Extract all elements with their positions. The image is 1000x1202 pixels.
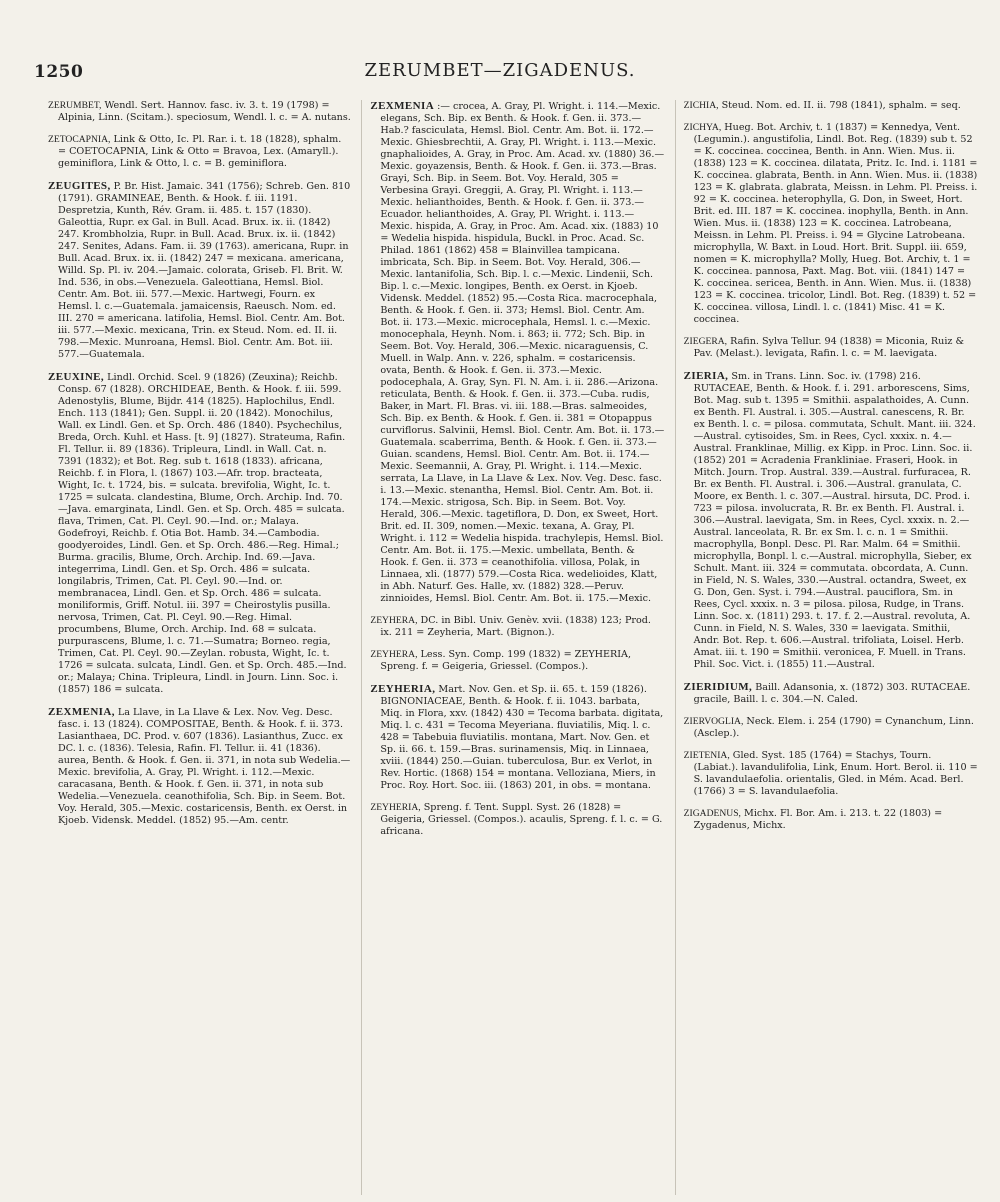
index-entry [48,706,351,827]
index-entry [684,336,978,360]
entry-headword: ZIERIDIUM, [683,681,753,693]
entry-headword: ZEXMENIA, [48,706,115,718]
entry-text: Lindl. Orchid. Scel. 9 (1826) (Zeuxina); Reichb. Consp. 67 (1828). ORCHIDEAE, Benth. & Hook. f. iii. 599. Adenostylis, Blume, Bijdr. 414 (1825). Haplochilus, Endl. Ench. 113 (1841); Gen. Suppl. ii. 20 (1842). Monochilus, Wall. ex Lindl. Gen. et Sp. Orch. 486 (1840). Psychechilus, Breda, Orch. Kuhl. et Hass. [t. 9] (1827). Strateuma, Rafin. Fl. Tellur. ii. 89 (1836). Tripleura, Lindl. in Wall. Cat. n. 7391 (1832); et Bot. Reg. sub t. 1618 (1833). africana, Reichb. f. in Flora, l. (1867) 103.—Afr. trop. bracteata, Wight, Ic. t. 1724, bis. = sulcata. brevifolia, Wight, Ic. t. 1725 = sulcata. clandestina, Blume, Orch. Archip. Ind. 70.—Java. emarginata, Lindl. Gen. et Sp. Orch. 485 = sulcata. flava, Trimen, Cat. Pl. Ceyl. 90.—Ind. or.; Malaya. Godefroyi, Reichb. f. Otia Bot. Hamb. 34.—Cambodia. goodyeroides, Lindl. Gen. et Sp. Orch. 486.—Reg. Himal.; Burma. gracilis, Blume, Orch. Archip. Ind. 69.—Java. integerrima, Lindl. Gen. et Sp. Orch. 486 = sulcata. longilabris, Trimen, Cat. Pl. Ceyl. 90.—Ind. or. membranacea, Lindl. Gen. et Sp. Orch. 486 = sulcata. moniliformis, Griff. Notul. iii. 397 = Cheirostylis pusilla. nervosa, Trimen, Cat. Pl. Ceyl. 90.—Reg. Himal. procumbens, Blume, Orch. Archip. Ind. 68 = sulcata. purpurascens, Blume, l. c. 71.—Sumatra; Borneo. regia, Trimen, Cat. Pl. Ceyl. 90.—Zeylan. robusta, Wight, Ic. t. 1726 = sulcata. sulcata, Lindl. Gen. et Sp. Orch. 485.—Ind. or.; Malaya; China. Tripleura, Lindl. in Journ. Linn. Soc. i. (1857) 186 = sulcata. [58,372,347,695]
running-head: ZERUMBET—ZIGADENUS. [364,60,636,81]
entry-text: La Llave, in La Llave & Lex. Nov. Veg. Desc. fasc. i. 13 (1824). COMPOSITAE, Benth. & Hook. f. ii. 373. Lasianthaea, DC. Prod. v. 607 (1836). Lasianthus, Zucc. ex DC. l. c. (1836). Telesia, Rafin. Fl. Tellur. ii. 41 (1836). aurea, Benth. & Hook. f. Gen. ii. 371, in nota sub Wedelia.—Mexic. brevifolia, A. Gray, Pl. Wright. i. 112.—Mexic. caracasana, Benth. & Hook. f. Gen. ii. 371, in nota sub Wedelia.—Venezuela. ceanothifolia, Sch. Bip. in Seem. Bot. Voy. Herald, 305.—Mexic. costaricensis, Benth. ex Oerst. in Kjoeb. Vidensk. Meddel. (1852) 95.—Am. centr. [58,707,351,826]
index-entry [370,802,664,838]
entry-text: :— crocea, A. Gray, Pl. Wright. i. 114.—Mexic. elegans, Sch. Bip. ex Benth. & Hook. f. Gen. ii. 373.—Hab.? fasciculata, Hemsl. Biol. Centr. Am. Bot. ii. 172.—Mexic. Ghiesbrechtii, A. Gray, Pl. Wright. i. 113.—Mexic. gnaphalioides, A. Gray, in Proc. Am. Acad. xv. (1880) 36.—Mexic. goyazensis, Benth. & Hook. f. Gen. ii. 373.—Bras. Grayi, Sch. Bip. in Seem. Bot. Voy. Herald, 305 = Verbesina Grayi. Greggii, A. Gray, Pl. Wright. i. 113.—Mexic. helianthoides, Benth. & Hook. f. Gen. ii. 373.—Ecuador. helianthoides, A. Gray, Pl. Wright. i. 113.—Mexic. hispida, A. Gray, in Proc. Am. Acad. xix. (1883) 10 = Wedelia hispida. hispidula, Buckl. in Proc. Acad. Sc. Philad. 1861 (1862) 458 = Blainvillea tampicana. imbricata, Sch. Bip. in Seem. Bot. Voy. Herald, 306.—Mexic. lantanifolia, Sch. Bip. l. c.—Mexic. Lindenii, Sch. Bip. l. c.—Mexic. longipes, Benth. ex Oerst. in Kjoeb. Vidensk. Meddel. (1852) 95.—Costa Rica. macrocephala, Benth. & Hook. f. Gen. ii. 373; Hemsl. Biol. Centr. Am. Bot. ii. 173.—Mexic. microcephala, Hemsl. l. c.—Mexic. monocephala, Heynh. Nom. i. 863; ii. 772; Sch. Bip. in Seem. Bot. Voy. Herald, 306.—Mexic. nicaraguensis, C. Muell. in Walp. Ann. v. 226, sphalm. = costaricensis. ovata, Benth. & Hook. f. Gen. ii. 373.—Mexic. podocephala, A. Gray, Syn. Fl. N. Am. i. ii. 286.—Arizona. reticulata, Benth. & Hook. f. Gen. ii. 373.—Cuba. rudis, Baker, in Mart. Fl. Bras. vi. iii. 188.—Bras. salmeoides, Sch. Bip. ex Benth. & Hook. f. Gen. ii. 381 = Otopappus curviflorus. Salvinii, Hemsl. Biol. Centr. Am. Bot. ii. 173.—Guatemala. scaberrima, Benth. & Hook. f. Gen. ii. 373.—Guian. scandens, Hemsl. Biol. Centr. Am. Bot. ii. 174.—Mexic. Seemannii, A. Gray, Pl. Wright. i. 114.—Mexic. serrata, La Llave, in La Llave & Lex. Nov. Veg. Desc. fasc. i. 13.—Mexic. stenantha, Hemsl. Biol. Centr. Am. Bot. ii. 174.—Mexic. strigosa, Sch. Bip. in Seem. Bot. Voy. Herald, 306.—Mexic. tagetiflora, D. Don, ex Sweet, Hort. Brit. ed. II. 309, nomen.—Mexic. texana, A. Gray, Pl. Wright. i. 112 = Wedelia hispida. trachylepis, Hemsl. Biol. Centr. Am. Bot. ii. 175.—Mexic. umbellata, Benth. & Hook. f. Gen. ii. 373 = ceanothifolia. villosa, Polak, in Linnaea, xli. (1877) 579.—Costa Rica. wedelioides, Klatt, in Abh. Naturf. Ges. Halle, xv. (1882) 328.—Peruv. zinnioides, Hemsl. Biol. Centr. Am. Bot. ii. 175.—Mexic. [380,101,665,604]
index-entry [684,100,978,112]
index-entry [370,649,664,673]
entry-headword: ZEYHERA, [370,615,418,626]
index-entry [48,100,351,124]
entry-text: Wendl. Sert. Hannov. fasc. iv. 3. t. 19 (1798) = Alpinia, Linn. (Scitam.). speciosum, Wendl. l. c. = A. nutans. [58,100,351,123]
entry-text: Neck. Elem. i. 254 (1790) = Cynanchum, Linn. (Asclep.). [693,716,974,739]
entry-headword: ZEYHERA, [370,649,418,660]
entry-headword: ZIERIA, [683,370,729,382]
entry-text: P. Br. Hist. Jamaic. 341 (1756); Schreb. Gen. 810 (1791). GRAMINEAE, Benth. & Hook. f. iii. 1191. Despretzia, Kunth, Rév. Gram. ii. 485. t. 157 (1830). Galeottia, Rupr. ex Gal. in Bull. Acad. Brux. ix. ii. (1842) 247. Krombholzia, Rupr. in Bull. Acad. Brux. ix. ii. (1842) 247. Senites, Adans. Fam. ii. 39 (1763). americana, Rupr. in Bull. Acad. Brux. ix. ii. (1842) 247 = mexicana. americana, Willd. Sp. Pl. iv. 204.—Jamaic. colorata, Griseb. Fl. Brit. W. Ind. 536, in obs.—Venezuela. Galeottiana, Hemsl. Biol. Centr. Am. Bot. iii. 577.—Mexic. Hartwegi, Fourn. ex Hemsl. l. c.—Guatemala. jamaicensis, Raeusch. Nom. ed. III. 270 = americana. latifolia, Hemsl. Biol. Centr. Am. Bot. iii. 577.—Mexic. mexicana, Trin. ex Steud. Nom. ed. II. ii. 798.—Mexic. Munroana, Hemsl. Biol. Centr. Am. Bot. iii. 577.—Guatemala. [58,181,351,360]
index-entry [684,370,978,671]
entry-headword: ZICHYA, [683,122,722,133]
entry-text: Gled. Syst. 185 (1764) = Stachys, Tourn. (Labiat.). lavandulifolia, Link, Enum. Hort. Berol. ii. 110 = S. lavandulaefolia. orientalis, Gled. in Mém. Acad. Berl. (1766) 3 = S. lavandulaefolia. [693,750,978,797]
index-entry [684,681,978,706]
entry-headword: ZETOCAPNIA, [48,134,111,145]
entry-text: Link & Otto, Ic. Pl. Rar. i. t. 18 (1828), sphalm. = COETOCAPNIA, Link & Otto = Bravoa, Lex. (Amaryll.). geminiflora, Link & Otto, l. c. = B. geminiflora. [58,134,342,169]
entry-headword: ZIERVOGLIA, [683,716,744,727]
index-entry [370,615,664,639]
index-entry [48,371,351,696]
entry-headword: ZEUXINE, [48,371,105,383]
entry-headword: ZEYHERIA, [370,802,421,813]
entry-text: Sm. in Trans. Linn. Soc. iv. (1798) 216. RUTACEAE, Benth. & Hook. f. i. 291. arborescens, Sims, Bot. Mag. sub t. 1395 = Smithii. aspalathoides, A. Cunn. ex Benth. Fl. Austral. i. 305.—Austral. canescens, R. Br. ex Benth. l. c. = pilosa. commutata, Schult. Mant. iii. 324.—Austral. cytisoides, Sm. in Rees, Cycl. xxxix. n. 4.—Austral. Franklinae, Millig. ex Kipp. in Proc. Linn. Soc. ii. (1852) 201 = Acradenia Frankliniae. Fraseri, Hook. in Mitch. Journ. Trop. Austral. 339.—Austral. furfuracea, R. Br. ex Benth. Fl. Austral. i. 306.—Austral. granulata, C. Moore, ex Benth. l. c. 307.—Austral. hirsuta, DC. Prod. i. 723 = pilosa. involucrata, R. Br. ex Benth. Fl. Austral. i. 306.—Austral. laevigata, Sm. in Rees, Cycl. xxxix. n. 2.—Austral. lanceolata, R. Br. ex Sm. l. c. n. 1 = Smithii. macrophylla, Bonpl. Desc. Pl. Rar. Malm. 64 = Smithii. microphylla, Bonpl. l. c.—Austral. microphylla, Sieber, ex Schult. Mant. iii. 324 = commutata. obcordata, A. Cunn. in Field, N. S. Wales, 330.—Austral. octandra, Sweet, ex G. Don, Gen. Syst. i. 794.—Austral. pauciflora, Sm. in Rees, Cycl. xxxix. n. 3 = pilosa. pilosa, Rudge, in Trans. Linn. Soc. x. (1811) 293. t. 17. f. 2.—Austral. revoluta, A. Cunn. in Field, N. S. Wales, 330 = laevigata. Smithii, Andr. Bot. Rep. t. 606.—Austral. trifoliata, Loisel. Herb. Amat. iii. t. 190 = Smithii. veronicea, F. Muell. in Trans. Phil. Soc. Vict. i. (1855) 11.—Austral. [693,371,976,670]
entry-text: Spreng. f. Tent. Suppl. Syst. 26 (1828) = Geigeria, Griessel. (Compos.). acaulis, Spreng. f. l. c. = G. africana. [380,802,663,837]
entry-text: Michx. Fl. Bor. Am. i. 213. t. 22 (1803) = Zygadenus, Michx. [693,808,943,831]
entry-headword: ZEXMENIA [370,100,435,112]
entry-headword: ZIETENIA, [683,750,730,761]
index-entry [684,122,978,326]
entry-headword: ZICHIA, [683,100,719,111]
index-columns [48,100,978,1195]
page-number: 1250 [34,62,84,82]
index-entry [370,100,664,605]
index-entry [684,716,978,740]
index-entry [48,180,351,361]
index-entry [370,683,664,792]
entry-text: Steud. Nom. ed. II. ii. 798 (1841), sphalm. = seq. [718,100,961,111]
column-left [48,100,351,1195]
entry-headword: ZIEGERA, [683,336,728,347]
index-entry [684,750,978,798]
entry-text: Mart. Nov. Gen. et Sp. ii. 65. t. 159 (1826). BIGNONIACEAE, Benth. & Hook. f. ii. 1043. barbata, Miq. in Flora, xxv. (1842) 430 = Tecoma barbata. digitata, Miq. l. c. 431 = Tecoma Meyeriana. fluviatilis, Miq. l. c. 428 = Tabebuia fluviatilis. montana, Mart. Nov. Gen. et Sp. ii. 66. t. 159.—Bras. surinamensis, Miq. in Linnaea, xviii. (1844) 250.—Guian. tuberculosa, Bur. ex Verlot, in Rev. Hortic. (1868) 154 = montana. Velloziana, Miers, in Proc. Roy. Hort. Soc. iii. (1863) 201, in obs. = montana. [380,684,664,791]
column-right [675,100,978,1195]
entry-headword: ZIGADENUS, [683,808,741,819]
entry-text: Hueg. Bot. Archiv, t. 1 (1837) = Kennedya, Vent. (Legumin.). angustifolia, Lindl. Bot. Reg. (1839) sub t. 52 = K. coccinea. coccinea, Benth. in Ann. Wien. Mus. ii. (1838) 123 = K. coccinea. dilatata, Pritz. Ic. Ind. i. 1181 = K. coccinea. glabrata, Benth. in Ann. Wien. Mus. ii. (1838) 123 = K. glabrata. glabrata, Meissn. in Lehm. Pl. Preiss. i. 92 = K. coccinea. heterophylla, G. Don, in Sweet, Hort. Brit. ed. III. 187 = K. coccinea. inophylla, Benth. in Ann. Wien. Mus. ii. (1838) 123 = K. coccinea. Latrobeana, Meissn. in Lehm. Pl. Preiss. i. 94 = Glycine Latrobeana. microphylla, W. Baxt. in Loud. Hort. Brit. Suppl. iii. 659, nomen = K. microphylla? Molly, Hueg. Bot. Archiv, t. 1 = K. coccinea. pannosa, Paxt. Mag. Bot. viii. (1841) 147 = K. coccinea. sericea, Benth. in Ann. Wien. Mus. ii. (1838) 123 = K. coccinea. tricolor, Lindl. Bot. Reg. (1839) t. 52 = K. coccinea. villosa, Lindl. l. c. (1841) Misc. 41 = K. coccinea. [693,122,978,325]
index-entry [48,134,351,170]
index-entry [684,808,978,832]
entry-headword: ZEYHERIA, [370,683,436,695]
column-middle [361,100,664,1195]
entry-text: Less. Syn. Comp. 199 (1832) = ZEYHERIA, Spreng. f. = Geigeria, Griessel. (Compos.). [380,649,632,672]
entry-text: Baill. Adansonia, x. (1872) 303. RUTACEAE. gracile, Baill. l. c. 304.—N. Caled. [693,682,971,705]
entry-headword: ZERUMBET, [48,100,102,111]
entry-text: Rafin. Sylva Tellur. 94 (1838) = Miconia, Ruiz & Pav. (Melast.). levigata, Rafin. l. c. = M. laevigata. [693,336,965,359]
entry-text: DC. in Bibl. Univ. Genèv. xvii. (1838) 123; Prod. ix. 211 = Zeyheria, Mart. (Bignon.). [380,615,651,638]
entry-headword: ZEUGITES, [48,180,111,192]
